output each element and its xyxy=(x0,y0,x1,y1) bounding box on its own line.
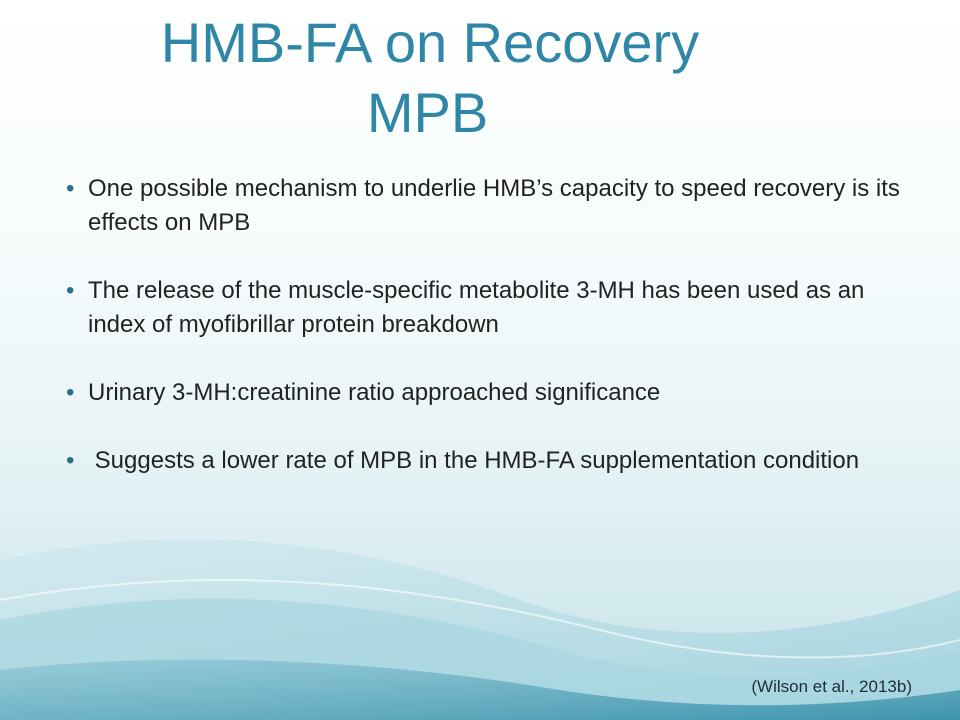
slide-title xyxy=(0,8,960,148)
bullet-text: One possible mechanism to underlie HMB’s capacity to speed recovery is its effects on MPB xyxy=(88,175,900,236)
title-line-2: MPB xyxy=(366,81,489,144)
bullet-dot-icon: • xyxy=(66,175,75,202)
bullet-item xyxy=(66,274,916,342)
bullet-text: Suggests a lower rate of MPB in the HMB-FA supplementation condition xyxy=(88,447,860,474)
bullet-text: Urinary 3-MH:creatinine ratio approached significance xyxy=(88,379,661,406)
bullet-item xyxy=(66,444,916,478)
title-line-1: HMB-FA on Recovery xyxy=(160,11,700,74)
bullet-text: The release of the muscle-specific metabolite 3-MH has been used as an index of myofibrillar protein breakdown xyxy=(88,277,865,338)
bullet-dot-icon: • xyxy=(66,447,75,474)
bullet-list xyxy=(66,172,916,512)
bullet-item xyxy=(66,376,916,410)
bullet-dot-icon: • xyxy=(66,277,75,304)
bullet-item xyxy=(66,172,916,240)
bullet-dot-icon: • xyxy=(66,379,75,406)
citation: (Wilson et al., 2013b) xyxy=(751,677,912,696)
